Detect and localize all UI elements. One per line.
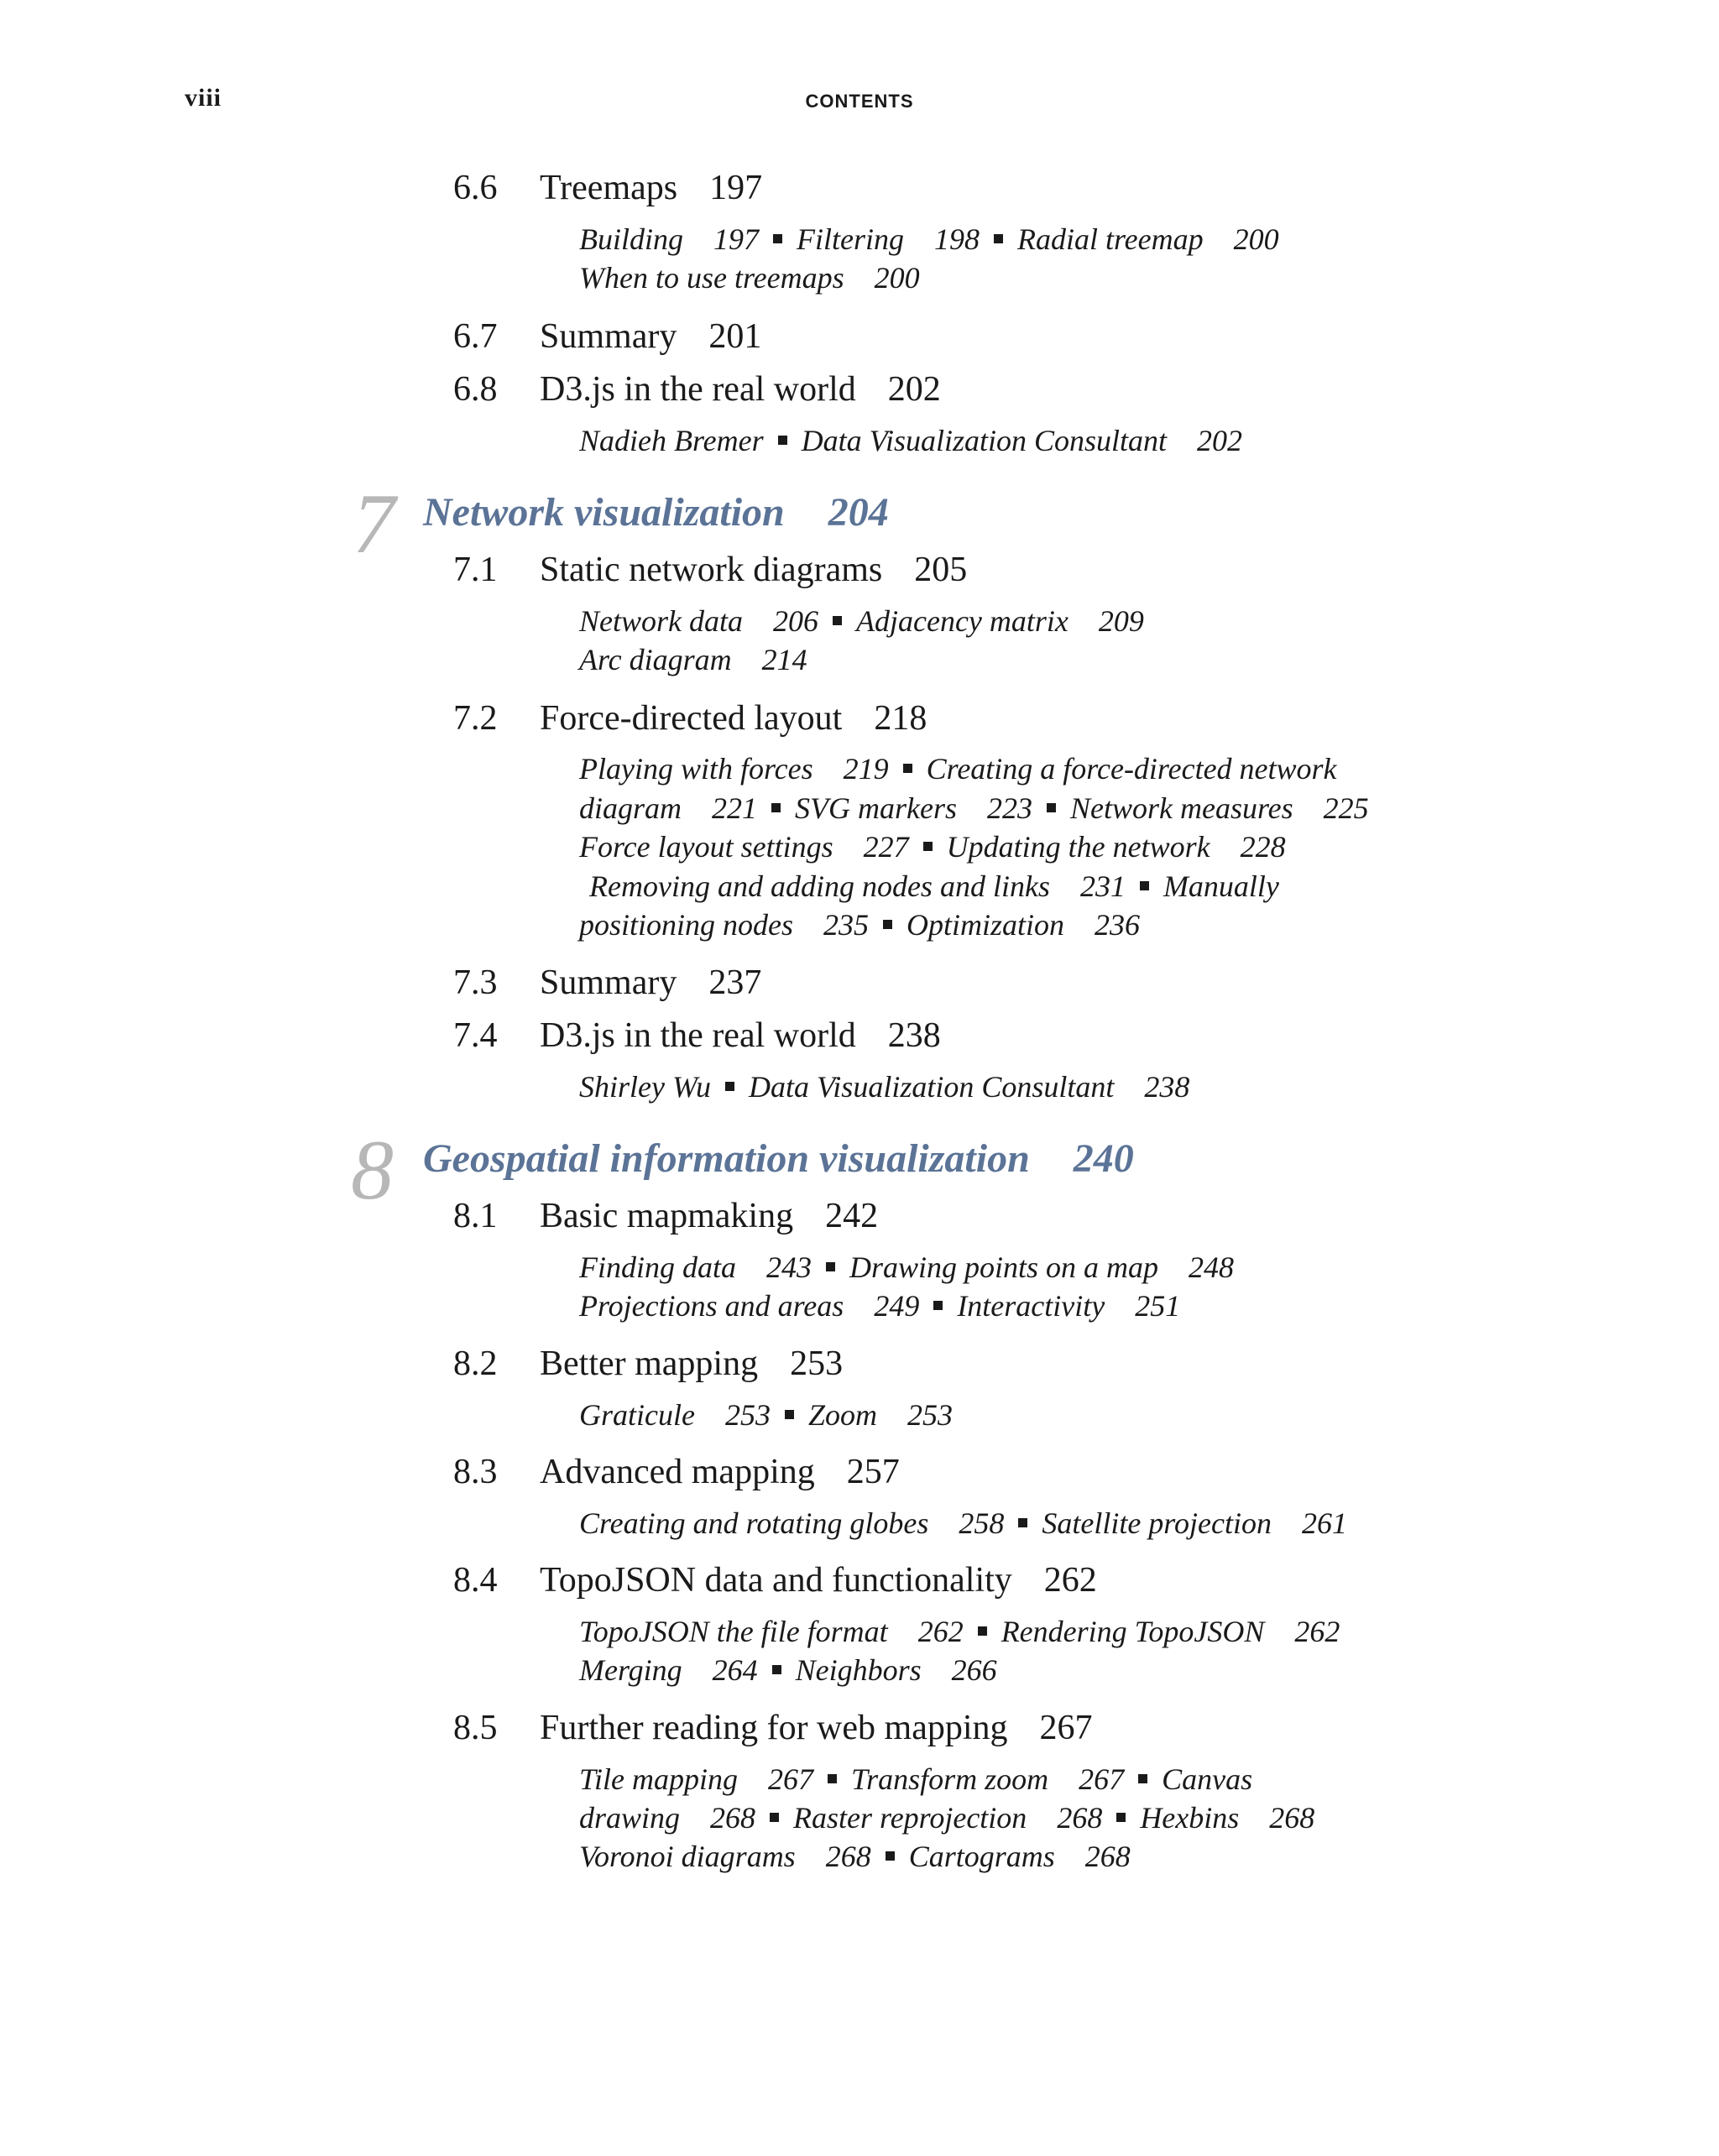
toc-subentry[interactable]: [579, 424, 764, 457]
subentry-title: Nadieh Bremer: [579, 424, 764, 457]
section-title: Treemaps: [540, 169, 678, 207]
subentry-page: 200: [874, 261, 920, 295]
subentry-title: diagram: [579, 791, 682, 825]
toc-subentry[interactable]: [579, 1250, 812, 1284]
subentry-page: 267: [1079, 1762, 1125, 1796]
toc-subentry[interactable]: [579, 604, 818, 638]
toc-subentry[interactable]: [579, 1289, 919, 1323]
subentry-title: Adjacency matrix: [856, 604, 1068, 638]
toc-subentry[interactable]: [589, 869, 1126, 903]
section-page: 201: [708, 317, 762, 356]
subentry-title: Neighbors: [795, 1653, 922, 1687]
section-page: 242: [825, 1197, 879, 1235]
toc-sub-line: [579, 789, 1369, 828]
square-bullet-icon: [1138, 1774, 1147, 1783]
toc-sub-line: [579, 1612, 1340, 1652]
subentry-page: 206: [773, 604, 818, 638]
toc-subentry[interactable]: [907, 908, 1140, 942]
toc-subentry[interactable]: [1017, 222, 1279, 256]
toc-subentry[interactable]: [579, 1762, 813, 1796]
subentry-page: 238: [1144, 1070, 1190, 1104]
subentry-page: 253: [907, 1398, 954, 1432]
subentry-page: 209: [1098, 604, 1144, 638]
section-title: Static network diagrams: [540, 551, 883, 589]
subentry-title: Network data: [579, 604, 743, 638]
subentry-title: SVG markers: [795, 791, 957, 825]
subentry-title: Graticule: [579, 1398, 695, 1432]
toc-subentry[interactable]: [579, 752, 889, 786]
section-number: 7.4: [453, 1016, 498, 1055]
square-bullet-icon: [1018, 1518, 1027, 1527]
toc-subentry[interactable]: [579, 1840, 871, 1873]
section-number: 8.1: [453, 1197, 498, 1235]
toc-section-6-8[interactable]: [453, 369, 941, 410]
subentry-page: 262: [917, 1615, 964, 1648]
toc-sub-line: [579, 1651, 997, 1690]
subentry-page: 227: [863, 830, 909, 864]
chapter-title: Network visualization: [423, 490, 785, 535]
subentry-title: Shirley Wu: [579, 1070, 711, 1104]
section-page: 197: [709, 169, 763, 207]
subentry-page: 268: [710, 1801, 756, 1835]
toc-subentry[interactable]: [579, 908, 869, 942]
section-number: 8.5: [453, 1709, 498, 1747]
subentry-title: Radial treemap: [1017, 222, 1204, 256]
page-number: viii: [185, 84, 222, 112]
subentry-title: Tile mapping: [579, 1762, 739, 1796]
subentry-title: Satellite projection: [1042, 1506, 1272, 1540]
subentry-title: Transform zoom: [851, 1762, 1049, 1796]
subentry-title: Raster reprojection: [793, 1801, 1027, 1835]
square-bullet-icon: [933, 1301, 943, 1310]
subentry-page: 225: [1323, 791, 1369, 825]
section-title: Basic mapmaking: [540, 1197, 794, 1235]
subentry-page: 253: [724, 1398, 771, 1432]
subentry-page: 266: [951, 1653, 997, 1687]
subentry-title: Playing with forces: [579, 752, 813, 786]
subentry-page: 200: [1233, 222, 1279, 256]
section-page: 262: [1043, 1561, 1097, 1600]
toc-section-7-4[interactable]: [453, 1015, 941, 1056]
square-bullet-icon: [978, 1626, 987, 1636]
subentry-title: Cartograms: [908, 1840, 1055, 1873]
subentry-page: 267: [768, 1762, 814, 1796]
toc-sub-line: [579, 1287, 1180, 1326]
section-page: 267: [1039, 1709, 1093, 1747]
subentry-title: Merging: [579, 1653, 682, 1687]
toc-subentry[interactable]: [927, 752, 1337, 786]
subentry-page: 223: [987, 791, 1032, 825]
subentry-title: Hexbins: [1140, 1801, 1240, 1835]
chapter-page: 240: [1073, 1136, 1134, 1181]
subentry-title: drawing: [579, 1801, 681, 1835]
toc-subentry[interactable]: [579, 222, 759, 256]
subentry-title: Creating a force-directed network: [926, 752, 1337, 786]
subentry-title: Creating and rotating globes: [579, 1506, 929, 1540]
subentry-page: 236: [1095, 908, 1141, 942]
toc-subentry[interactable]: [579, 643, 807, 676]
running-head: CONTENTS: [805, 91, 914, 112]
section-title: Advanced mapping: [540, 1453, 815, 1491]
toc-subentry[interactable]: [957, 1289, 1180, 1323]
square-bullet-icon: [773, 234, 782, 243]
toc-subentry[interactable]: [795, 791, 1032, 825]
section-number: 8.3: [453, 1453, 498, 1491]
subentry-title: Zoom: [807, 1398, 878, 1432]
toc-subentry[interactable]: [579, 1653, 758, 1687]
toc-subentry[interactable]: [802, 424, 1242, 457]
square-bullet-icon: [883, 920, 892, 929]
subentry-page: 221: [712, 791, 758, 825]
subentry-page: 268: [1057, 1801, 1103, 1835]
square-bullet-icon: [923, 842, 933, 851]
section-number: 6.6: [453, 169, 498, 207]
section-page: 218: [874, 699, 927, 738]
square-bullet-icon: [828, 1774, 837, 1783]
toc-sub-line: [579, 1248, 1234, 1287]
subentry-page: 198: [934, 222, 980, 256]
section-number: 8.2: [453, 1344, 498, 1383]
toc-subentry[interactable]: [749, 1070, 1189, 1104]
toc-section-7-2[interactable]: [453, 698, 927, 739]
subentry-page: 231: [1079, 869, 1126, 903]
section-number: 6.8: [453, 370, 498, 409]
subentry-title: Network measures: [1070, 791, 1293, 825]
chapter-7-numeral: 7: [353, 477, 395, 572]
section-title: Force-directed layout: [540, 699, 843, 738]
toc-subentry[interactable]: [579, 1615, 964, 1648]
section-title: Further reading for web mapping: [540, 1709, 1008, 1747]
subentry-title: positioning nodes: [579, 908, 794, 942]
section-title: Better mapping: [540, 1344, 759, 1383]
square-bullet-icon: [1047, 803, 1056, 812]
section-page: 237: [708, 963, 762, 1002]
toc-section-8-3[interactable]: [453, 1452, 900, 1492]
square-bullet-icon: [1140, 881, 1149, 890]
subentry-page: 202: [1197, 424, 1242, 457]
toc-section-8-4[interactable]: [453, 1560, 1097, 1600]
toc-subentry[interactable]: [849, 1250, 1234, 1284]
subentry-title: Data Visualization Consultant: [748, 1070, 1115, 1104]
toc-chapter-7[interactable]: [423, 490, 889, 535]
subentry-title: When to use treemaps: [579, 261, 844, 295]
toc-subentry[interactable]: [1042, 1506, 1347, 1540]
square-bullet-icon: [903, 764, 912, 773]
toc-subentry[interactable]: [579, 791, 757, 825]
subentry-title: Building: [579, 222, 683, 256]
toc-sub-line: [579, 1798, 1314, 1838]
subentry-title: Data Visualization Consultant: [801, 424, 1167, 457]
section-page: 238: [887, 1016, 941, 1055]
subentry-page: 248: [1189, 1250, 1235, 1284]
subentry-page: 235: [823, 908, 870, 942]
toc-sub-line: [579, 749, 1337, 789]
square-bullet-icon: [725, 1082, 734, 1091]
subentry-page: 249: [874, 1289, 920, 1323]
square-bullet-icon: [1116, 1813, 1126, 1822]
subentry-page: 251: [1135, 1289, 1181, 1323]
subentry-title: Drawing points on a map: [849, 1250, 1159, 1284]
toc-section-6-7[interactable]: [453, 316, 761, 357]
toc-subentry[interactable]: [579, 261, 920, 295]
subentry-page: 258: [959, 1506, 1005, 1540]
subentry-page: 262: [1294, 1615, 1340, 1648]
square-bullet-icon: [771, 803, 781, 812]
section-number: 7.1: [453, 551, 498, 589]
section-title: D3.js in the real world: [540, 370, 856, 409]
subentry-page: 261: [1301, 1506, 1347, 1540]
square-bullet-icon: [826, 1262, 835, 1271]
subentry-page: 243: [766, 1250, 812, 1284]
subentry-page: 219: [843, 752, 889, 786]
subentry-title: Finding data: [579, 1250, 736, 1284]
toc-subentry[interactable]: [856, 604, 1144, 638]
toc-subentry[interactable]: [579, 1801, 755, 1835]
square-bullet-icon: [770, 1813, 779, 1822]
toc-section-7-1[interactable]: [453, 550, 967, 590]
subentry-page: 264: [712, 1653, 758, 1687]
subentry-page: 268: [825, 1840, 871, 1873]
section-title: TopoJSON data and functionality: [540, 1561, 1012, 1600]
subentry-title: Interactivity: [957, 1289, 1105, 1323]
square-bullet-icon: [772, 1665, 781, 1674]
toc-sub-line: [579, 640, 807, 680]
toc-sub-line: [579, 1504, 1347, 1543]
toc-subentry[interactable]: [793, 1801, 1102, 1835]
toc-subentry[interactable]: [796, 1653, 997, 1687]
toc-sub-line: [579, 602, 1144, 641]
toc-sub-line: [579, 421, 1242, 461]
toc-sub-line: [579, 906, 1140, 945]
toc-chapter-8[interactable]: [423, 1136, 1134, 1182]
toc-subentry[interactable]: [851, 1762, 1124, 1796]
toc-sub-line: [579, 1068, 1189, 1107]
subentry-title: Updating the network: [946, 830, 1210, 864]
toc-sub-line: [589, 867, 1279, 906]
toc-subentry[interactable]: [579, 830, 909, 864]
subentry-page: 268: [1084, 1840, 1131, 1873]
subentry-title: Force layout settings: [579, 830, 833, 864]
square-bullet-icon: [886, 1851, 895, 1861]
section-title: Summary: [540, 317, 677, 356]
toc-subentry[interactable]: [909, 1840, 1131, 1873]
section-number: 7.3: [453, 963, 498, 1002]
subentry-title: Rendering TopoJSON: [1001, 1615, 1265, 1648]
toc-subentry[interactable]: [579, 1506, 1004, 1540]
chapter-page: 204: [828, 490, 889, 535]
toc-section-8-5[interactable]: [453, 1708, 1093, 1748]
section-page: 205: [914, 551, 968, 589]
toc-subentry[interactable]: [797, 222, 980, 256]
toc-sub-line: [579, 1837, 1131, 1877]
subentry-page: 228: [1240, 830, 1286, 864]
toc-sub-line: [579, 827, 1286, 867]
subentry-page: 268: [1269, 1801, 1315, 1835]
chapter-8-numeral: 8: [351, 1123, 394, 1218]
toc-sub-line: [579, 220, 1279, 259]
toc-subentry[interactable]: [1001, 1615, 1340, 1648]
toc-sub-line: [579, 1396, 953, 1435]
subentry-title: Voronoi diagrams: [579, 1840, 796, 1873]
section-page: 202: [887, 370, 941, 409]
toc-subentry[interactable]: [1070, 791, 1369, 825]
subentry-title: Projections and areas: [579, 1289, 844, 1323]
subentry-title: Canvas: [1162, 1762, 1253, 1796]
section-number: 8.4: [453, 1561, 498, 1600]
section-title: D3.js in the real world: [540, 1016, 856, 1055]
chapter-title: Geospatial information visualization: [423, 1136, 1030, 1181]
section-title: Summary: [540, 963, 677, 1002]
subentry-page: 214: [761, 643, 807, 676]
subentry-title: Manually: [1163, 869, 1279, 903]
toc-subentry[interactable]: [1140, 1801, 1314, 1835]
toc-sub-line: [579, 1760, 1252, 1799]
subentry-title: TopoJSON the file format: [579, 1615, 888, 1648]
subentry-title: Optimization: [907, 908, 1065, 942]
square-bullet-icon: [778, 436, 787, 445]
toc-sub-line: [579, 258, 920, 298]
square-bullet-icon: [833, 616, 842, 625]
toc-subentry[interactable]: [579, 1070, 711, 1104]
toc-subentry[interactable]: [1163, 869, 1279, 903]
section-page: 253: [790, 1344, 844, 1383]
toc-section-8-1[interactable]: [453, 1196, 878, 1236]
section-page: 257: [846, 1453, 900, 1491]
subentry-title: Filtering: [797, 222, 904, 256]
square-bullet-icon: [785, 1410, 794, 1419]
toc-subentry[interactable]: [808, 1398, 953, 1432]
toc-subentry[interactable]: [579, 1398, 771, 1432]
toc-subentry[interactable]: [947, 830, 1286, 864]
section-number: 7.2: [453, 699, 498, 738]
subentry-title: Removing and adding nodes and links: [589, 869, 1050, 903]
subentry-page: 197: [713, 222, 759, 256]
section-number: 6.7: [453, 317, 498, 356]
toc-section-6-6[interactable]: [453, 168, 762, 208]
square-bullet-icon: [994, 234, 1003, 243]
toc-subentry[interactable]: [1162, 1762, 1252, 1796]
toc-section-8-2[interactable]: [453, 1344, 843, 1384]
subentry-title: Arc diagram: [579, 643, 732, 676]
toc-section-7-3[interactable]: [453, 963, 761, 1003]
